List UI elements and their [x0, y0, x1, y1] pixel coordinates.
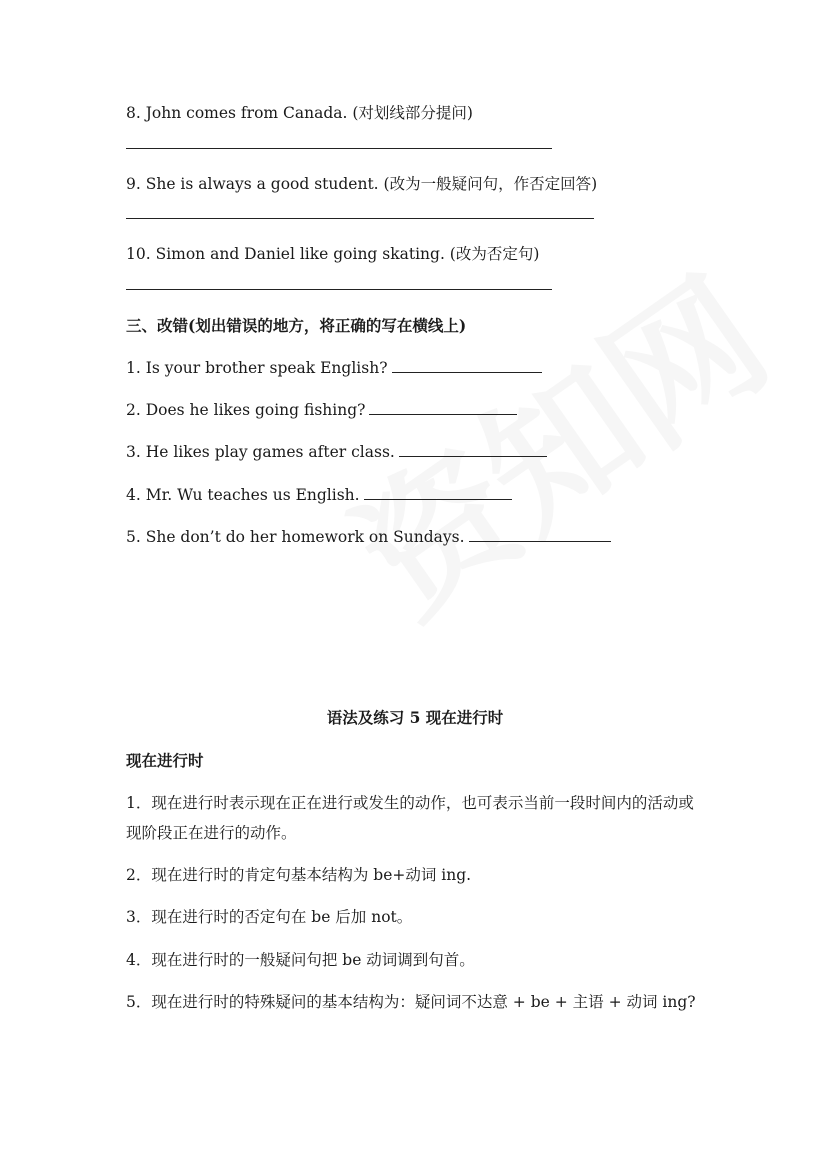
correction-blank-2[interactable] — [369, 399, 517, 415]
correction-text-3: 3. He likes play games after class. — [126, 443, 395, 461]
correction-blank-4[interactable] — [364, 484, 512, 500]
correction-text-1: 1. Is your brother speak English? — [126, 359, 388, 377]
question-8: 8. John comes from Canada. (对划线部分提问) — [126, 104, 473, 122]
answer-line-8[interactable] — [126, 148, 552, 149]
grammar-point-5: 5．现在进行时的特殊疑问的基本结构为：疑问词不达意 + be + 主语 + 动词 ing? — [126, 993, 696, 1011]
correction-text-4: 4. Mr. Wu teaches us English. — [126, 486, 360, 504]
correction-text-5: 5. She don’t do her homework on Sundays. — [126, 528, 465, 546]
grammar-subtitle: 现在进行时 — [126, 751, 204, 770]
correction-item-2 — [126, 399, 517, 421]
answer-line-10[interactable] — [126, 289, 552, 290]
correction-blank-5[interactable] — [469, 526, 611, 542]
grammar-point-2: 2．现在进行时的肯定句基本结构为 be+动词 ing. — [126, 866, 472, 884]
section-3-heading: 三、改错(划出错误的地方，将正确的写在横线上) — [126, 316, 467, 335]
correction-item-4 — [126, 484, 512, 506]
answer-line-9[interactable] — [126, 218, 594, 219]
grammar-point-4: 4．现在进行时的一般疑问句把 be 动词调到句首。 — [126, 951, 475, 969]
correction-item-3 — [126, 441, 547, 463]
correction-text-2: 2. Does he likes going fishing? — [126, 401, 366, 419]
correction-blank-3[interactable] — [399, 441, 547, 457]
grammar-point-1: 1．现在进行时表示现在正在进行或发生的动作，也可表示当前一段时间内的活动或现阶段正在进行的动作。 — [126, 794, 694, 842]
grammar-title: 语法及练习 5 现在进行时 — [326, 708, 504, 727]
correction-item-5 — [126, 526, 611, 548]
correction-item-1 — [126, 357, 542, 379]
correction-blank-1[interactable] — [392, 357, 542, 373]
watermark — [309, 220, 802, 655]
question-10: 10. Simon and Daniel like going skating. (改为否定句) — [126, 245, 540, 263]
grammar-point-3: 3．现在进行时的否定句在 be 后加 not。 — [126, 908, 413, 926]
question-9: 9. She is always a good student. (改为一般疑问句，作否定回答) — [126, 175, 598, 193]
